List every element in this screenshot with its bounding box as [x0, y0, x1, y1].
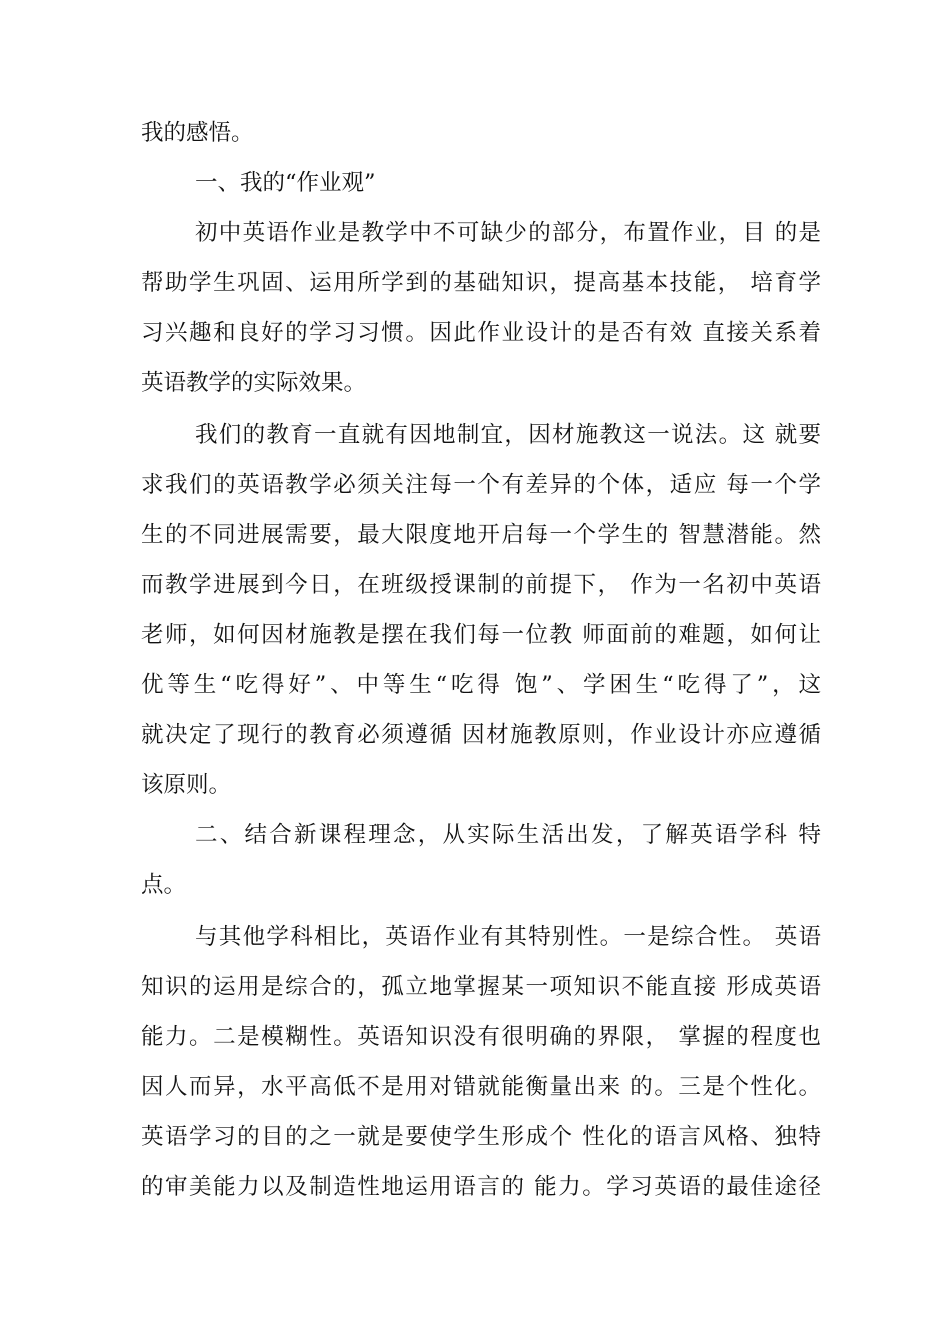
text-line-11: 老师，如何因材施教是摆在我们每一位教 师面前的难题，如何让: [141, 622, 821, 648]
text-line-2: 一、我的“作业观”: [195, 170, 376, 196]
text-line-1: 我的感悟。: [141, 120, 254, 146]
text-line-19: 能力。二是模糊性。英语知识没有很明确的界限， 掌握的程度也: [141, 1024, 821, 1050]
text-line-16: 点。: [141, 872, 187, 898]
text-line-10: 而教学进展到今日，在班级授课制的前提下， 作为一名初中英语: [141, 572, 821, 598]
text-line-21: 英语学习的目的之一就是要使学生形成个 性化的语言风格、独特: [141, 1124, 821, 1150]
text-line-14: 该原则。: [141, 772, 232, 798]
text-line-9: 生的不同进展需要，最大限度地开启每一个学生的 智慧潜能。然: [141, 522, 821, 548]
text-line-13: 就决定了现行的教育必须遵循 因材施教原则，作业设计亦应遵循: [141, 722, 821, 748]
text-line-7: 我们的教育一直就有因地制宜，因材施教这一说法。这 就要: [195, 422, 821, 448]
text-line-6: 英语教学的实际效果。: [141, 370, 367, 396]
text-line-4: 帮助学生巩固、运用所学到的基础知识，提高基本技能， 培育学: [141, 270, 821, 296]
text-line-8: 求我们的英语教学必须关注每一个有差异的个体，适应 每一个学: [141, 472, 821, 498]
text-line-5: 习兴趣和良好的学习习惯。因此作业设计的是否有效 直接关系着: [141, 320, 821, 346]
text-line-17: 与其他学科相比，英语作业有其特别性。一是综合性。 英语: [195, 924, 821, 950]
text-line-15: 二、结合新课程理念，从实际生活出发，了解英语学科 特: [195, 822, 821, 848]
text-line-20: 因人而异，水平高低不是用对错就能衡量出来 的。三是个性化。: [141, 1074, 821, 1100]
text-line-12: 优等生“吃得好”、中等生“吃得 饱”、学困生“吃得了”，这: [141, 672, 821, 698]
text-line-18: 知识的运用是综合的，孤立地掌握某一项知识不能直接 形成英语: [141, 974, 821, 1000]
text-line-22: 的审美能力以及制造性地运用语言的 能力。学习英语的最佳途径: [141, 1174, 821, 1200]
text-line-3: 初中英语作业是教学中不可缺少的部分，布置作业，目 的是: [195, 220, 821, 246]
